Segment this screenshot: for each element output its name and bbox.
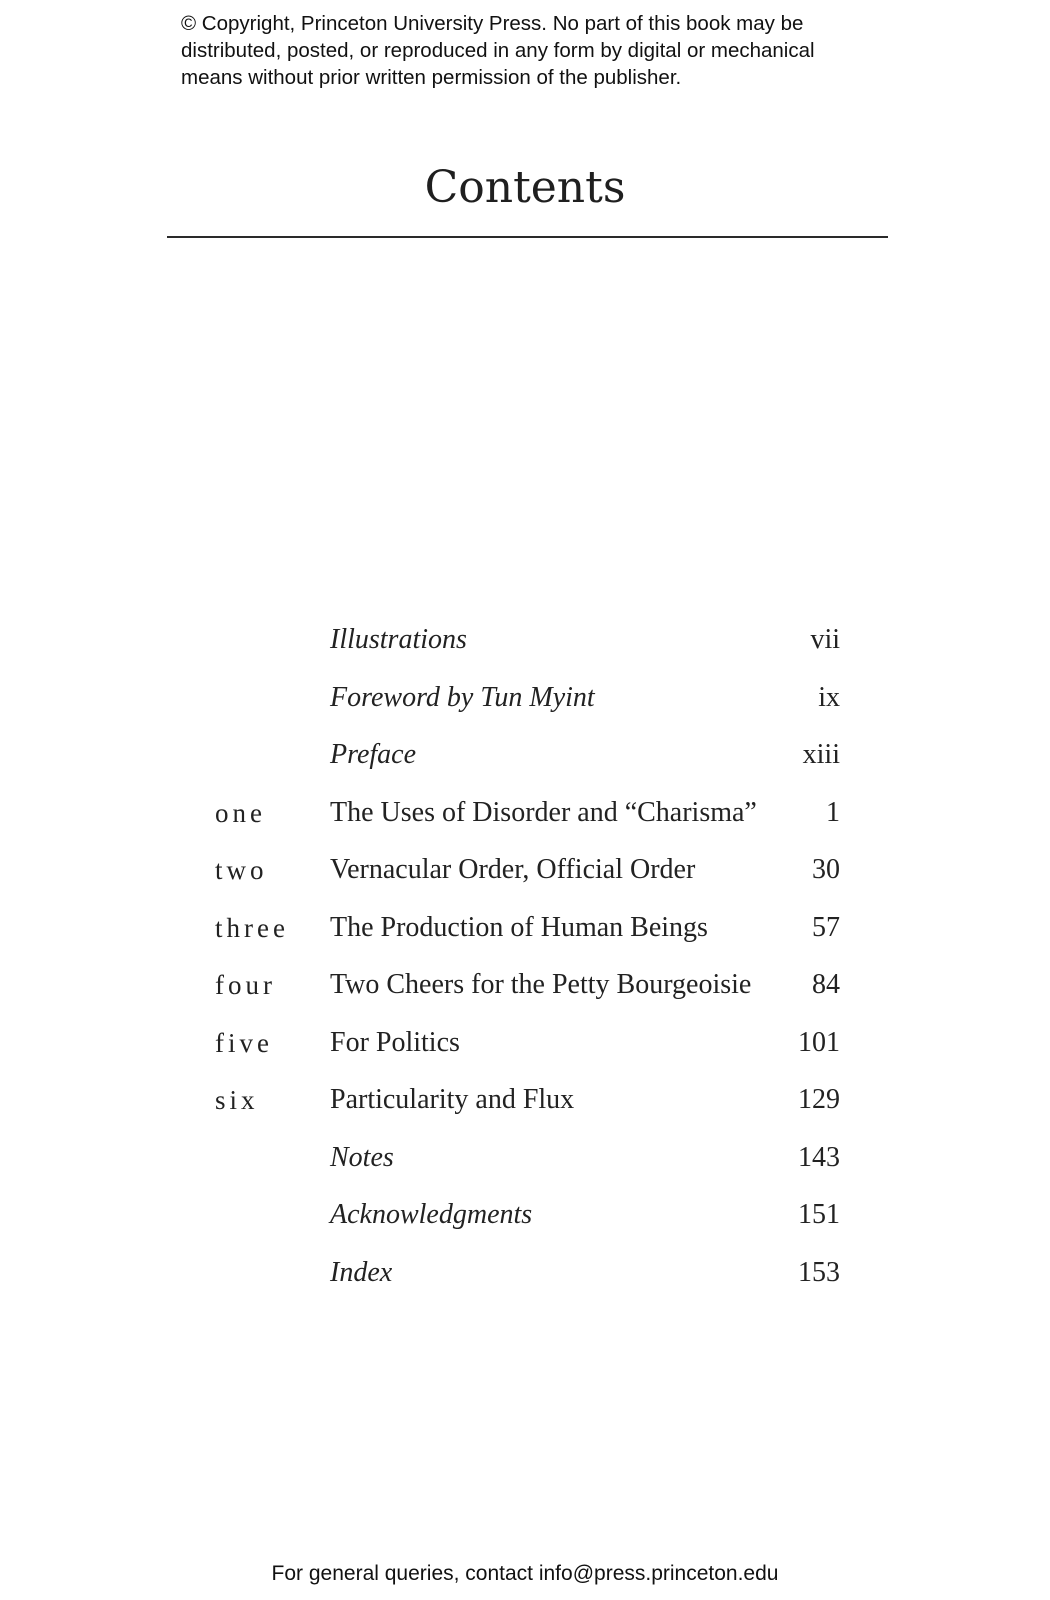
toc-page-number: 129	[798, 1084, 840, 1115]
toc-page-number: 153	[798, 1256, 840, 1288]
copyright-line: © Copyright, Princeton University Press. No part of this book may be	[181, 12, 804, 35]
toc-chapter-number: six	[215, 1085, 259, 1115]
toc-page-number: 84	[812, 969, 840, 1000]
toc-entry-notes[interactable]	[0, 1138, 1050, 1196]
title-divider	[167, 236, 888, 238]
toc-entry-foreword[interactable]	[0, 678, 1050, 736]
toc-page-number: 30	[812, 854, 840, 885]
toc-title: Notes	[330, 1141, 394, 1173]
toc-title: Foreword by Tun Myint	[330, 681, 595, 713]
toc-entry-chapter-five[interactable]	[0, 1023, 1050, 1081]
toc-page-number: ix	[818, 681, 840, 713]
copyright-line: distributed, posted, or reproduced in any form by digital or mechanical	[181, 39, 815, 62]
toc-chapter-number: three	[215, 912, 289, 943]
copyright-notice	[181, 10, 901, 91]
toc-page-number: vii	[810, 624, 840, 655]
toc-title: Index	[330, 1256, 393, 1288]
page-title: Contents	[424, 162, 626, 213]
toc-chapter-number: two	[215, 855, 268, 885]
toc-page-number: xiii	[802, 739, 840, 770]
toc-entry-chapter-six[interactable]	[0, 1080, 1050, 1138]
toc-page-number: 151	[798, 1199, 840, 1230]
toc-entry-chapter-four[interactable]	[0, 965, 1050, 1023]
table-of-contents	[0, 620, 1050, 1310]
toc-chapter-number: one	[215, 797, 266, 828]
toc-entry-index[interactable]	[0, 1253, 1050, 1311]
toc-title: Two Cheers for the Petty Bourgeoisie	[330, 969, 752, 1000]
toc-page-number: 57	[812, 911, 840, 943]
toc-chapter-number: four	[215, 970, 276, 1000]
toc-title: Vernacular Order, Official Order	[330, 854, 696, 885]
toc-title: Acknowledgments	[330, 1199, 533, 1230]
copyright-line: means without prior written permission of the publisher.	[181, 66, 682, 89]
toc-entry-chapter-one[interactable]	[0, 793, 1050, 851]
toc-entry-acknowledgments[interactable]	[0, 1195, 1050, 1253]
toc-title: The Uses of Disorder and “Charisma”	[330, 796, 757, 828]
footer-contact: For general queries, contact info@press.princeton.edu	[271, 1562, 779, 1585]
toc-title: Particularity and Flux	[330, 1084, 575, 1115]
toc-entry-chapter-two[interactable]	[0, 850, 1050, 908]
toc-page-number: 101	[798, 1026, 840, 1058]
toc-title: Preface	[330, 739, 417, 770]
toc-title: The Production of Human Beings	[330, 911, 708, 943]
toc-entry-illustrations[interactable]	[0, 620, 1050, 678]
toc-entry-preface[interactable]	[0, 735, 1050, 793]
toc-entry-chapter-three[interactable]	[0, 908, 1050, 966]
toc-chapter-number: five	[215, 1027, 273, 1058]
toc-page-number: 143	[798, 1141, 840, 1173]
toc-title: For Politics	[330, 1026, 460, 1058]
toc-title: Illustrations	[330, 624, 467, 655]
toc-page-number: 1	[826, 796, 840, 828]
